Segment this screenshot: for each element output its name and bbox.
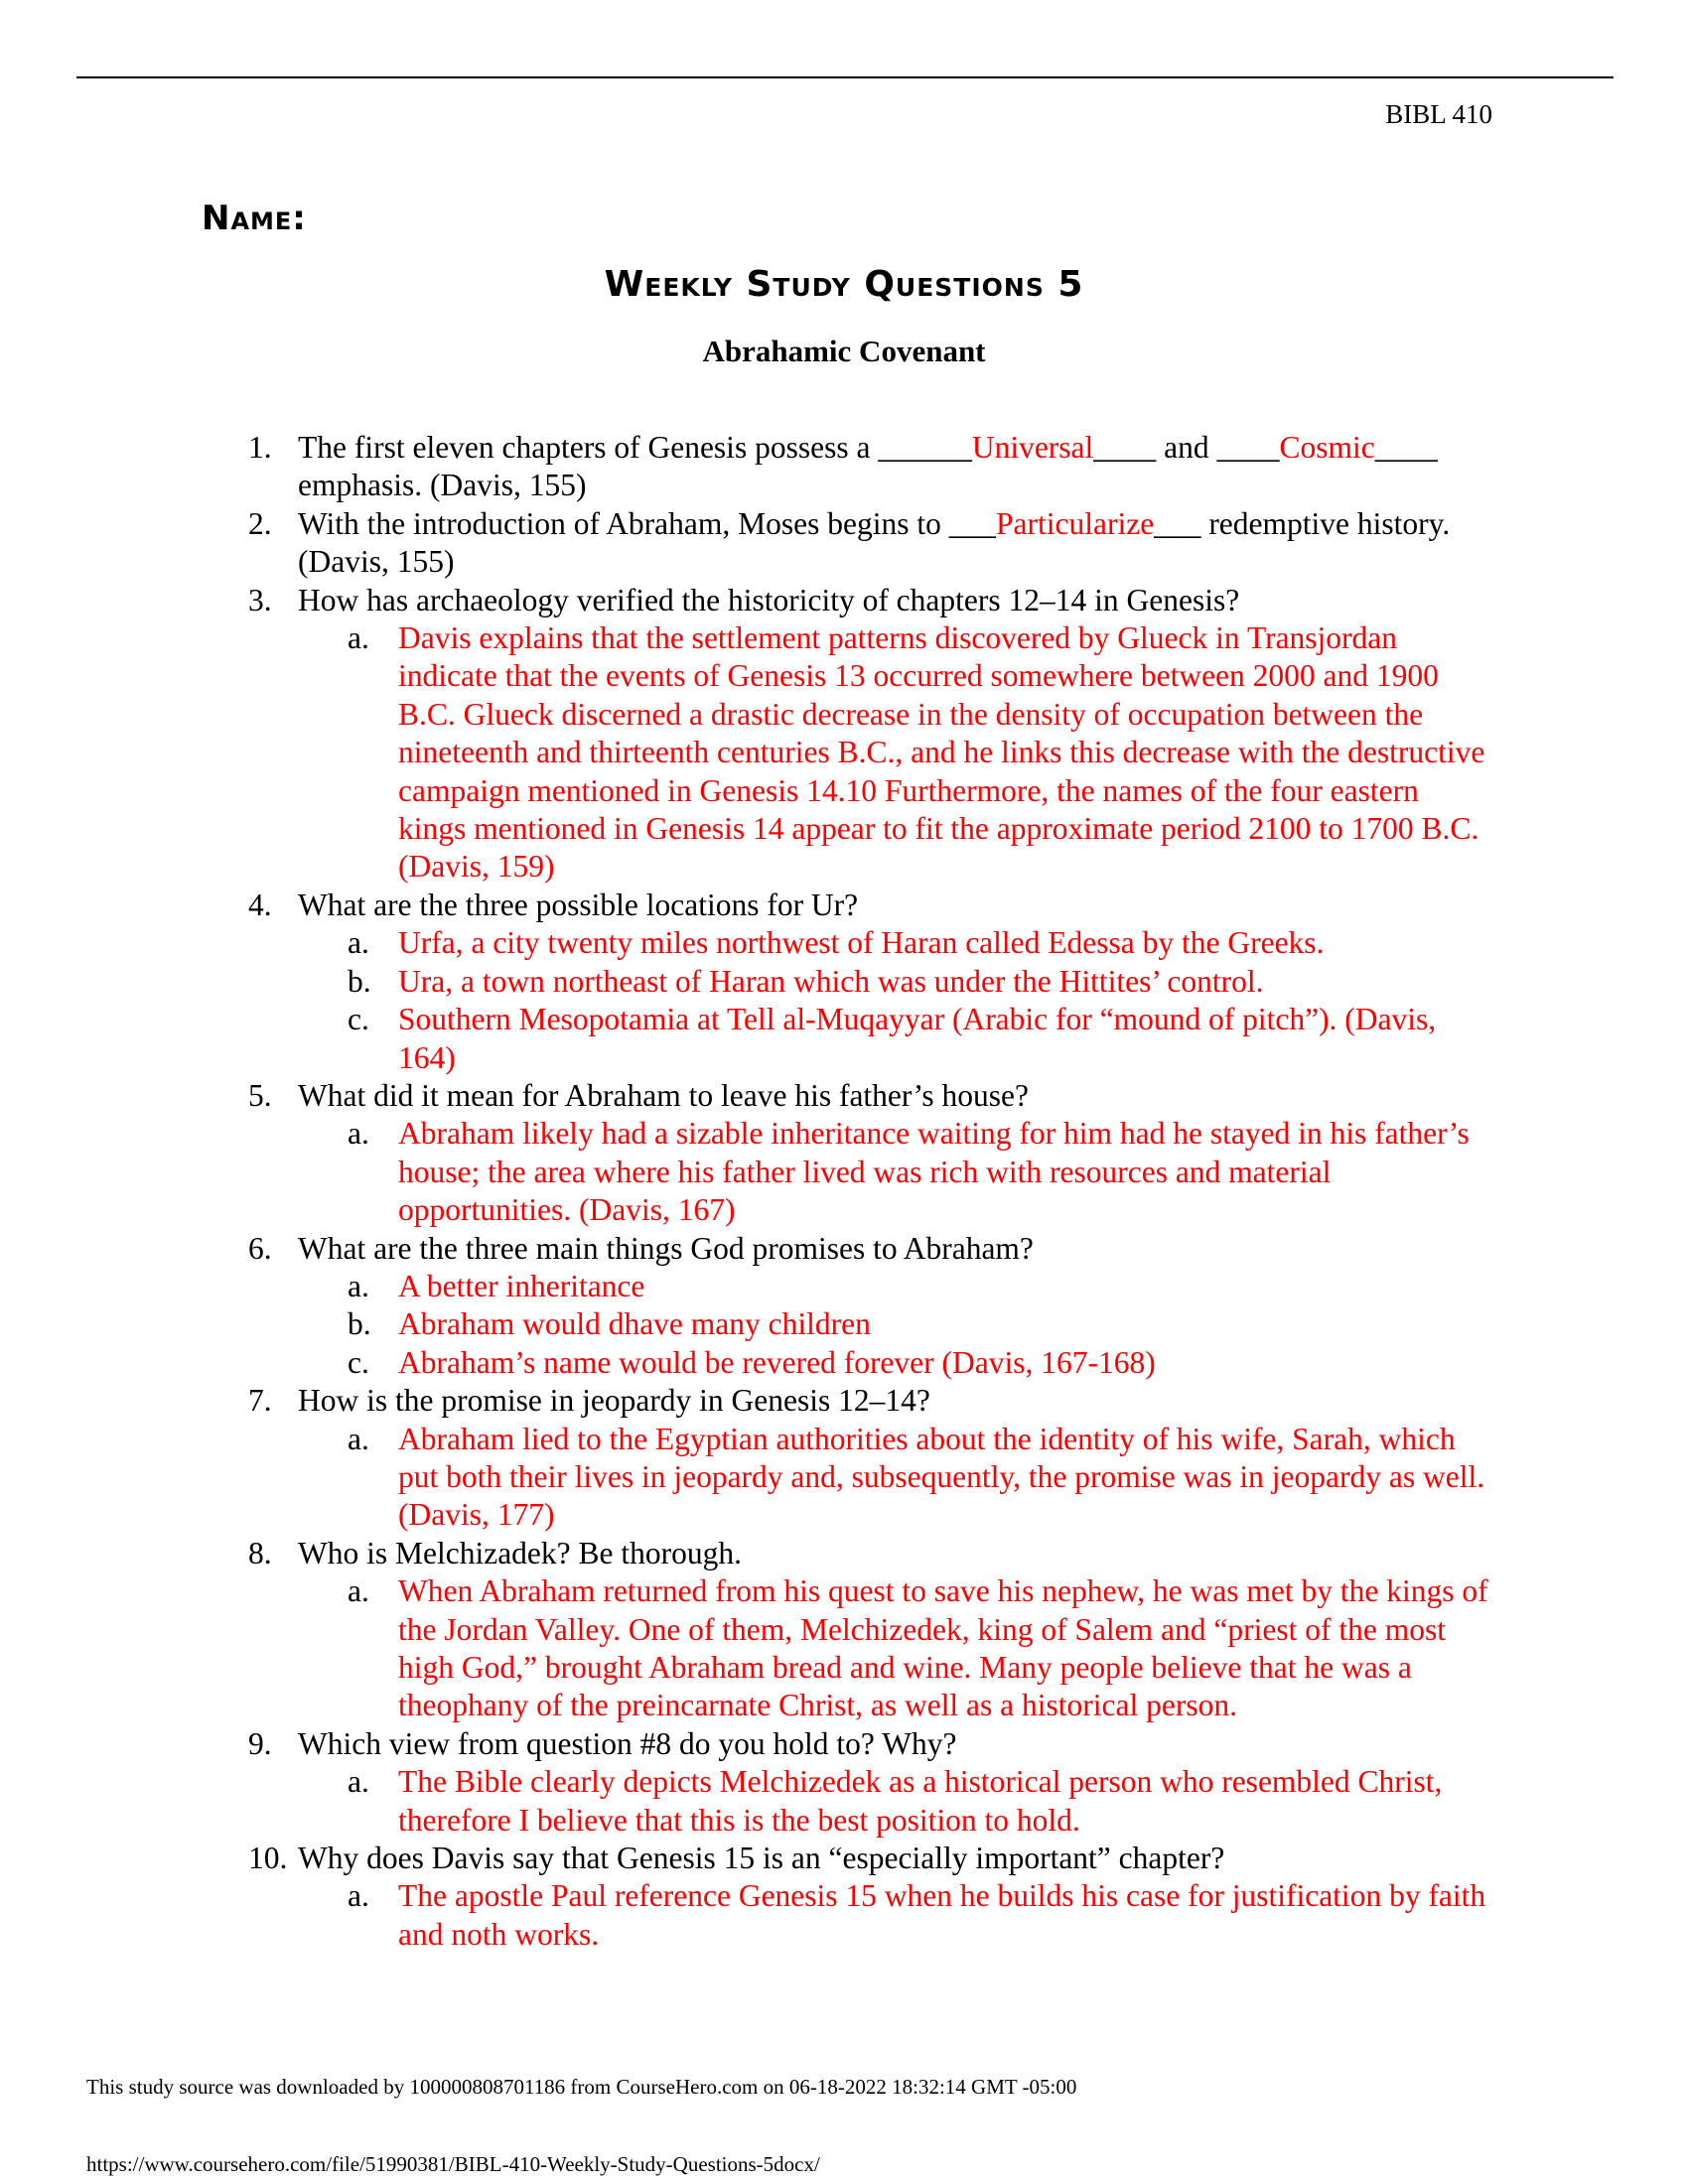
question-number: 9. [248, 1725, 272, 1761]
page-subtitle: Abrahamic Covenant [702, 334, 986, 368]
question-number: 2. [248, 505, 272, 541]
question-number: 3. [248, 582, 272, 617]
question-text: ____ emphasis. (Davis, 155) [298, 430, 1438, 503]
answer-letter: a. [348, 1764, 369, 1800]
question-text: How is the promise in jeopardy in Genesis 12–14? [298, 1383, 930, 1419]
question-4 [248, 887, 1489, 924]
name-label: Name: [202, 199, 307, 238]
question-text: ___ redemptive history. (Davis, 155) [298, 505, 1451, 580]
answer-item [248, 963, 1489, 1001]
answer-item [248, 1115, 1489, 1229]
question-text: With the introduction of Abraham, Moses begins to ___ [298, 505, 997, 541]
answer-blank: Universal [971, 430, 1094, 465]
answer-letter: a. [348, 620, 369, 656]
answer-letter: a. [348, 1116, 369, 1152]
answer-letter: a. [348, 1878, 369, 1914]
question-number: 8. [248, 1535, 272, 1570]
answer-text: Davis explains that the settlement patterns discovered by Glueck in Transjordan indicate that the events of Genesis 13 occurred somewhere between 2000 and 1900 B.C. Glueck discerned a drastic decrease in the density of occupation between the nineteenth and thirteenth centuries B.C., and he links this decrease with the destructive campaign mentioned in Genesis 14.10 Furthermore, the names of the four eastern kings mentioned in Genesis 14 appear to fit the approximate period 2100 to 1700 B.C. (Davis, 159) [398, 620, 1485, 885]
question-text: Why does Davis say that Genesis 15 is an “especially important” chapter? [298, 1841, 1225, 1876]
question-text: What did it mean for Abraham to leave his father’s house? [298, 1077, 1029, 1113]
course-code: BIBL 410 [1385, 99, 1492, 129]
question-10 [248, 1840, 1489, 1877]
answer-text: Abraham’s name would be revered forever (Davis, 167-168) [398, 1344, 1156, 1380]
question-3 [248, 582, 1489, 619]
question-8 [248, 1535, 1489, 1572]
question-text: How has archaeology verified the historicity of chapters 12–14 in Genesis? [298, 582, 1240, 617]
question-number: 7. [248, 1383, 272, 1419]
question-text: What are the three main things God promises to Abraham? [298, 1230, 1034, 1266]
question-text: ____ and ____ [1093, 430, 1280, 465]
question-text: Which view from question #8 do you hold to? Why? [298, 1725, 957, 1761]
answer-blank: Particularize [996, 505, 1155, 541]
answer-item [248, 1572, 1489, 1725]
answer-item [248, 1421, 1489, 1535]
question-6 [248, 1230, 1489, 1268]
answer-letter: a. [348, 925, 369, 961]
question-1 [248, 429, 1489, 505]
question-list [248, 429, 1489, 1954]
answer-item [248, 619, 1489, 887]
answer-text: Southern Mesopotamia at Tell al-Muqayyar (Arabic for “mound of pitch”). (Davis, 164) [398, 1002, 1437, 1075]
question-number: 5. [248, 1077, 272, 1113]
page-title: Weekly Study Questions 5 [604, 264, 1084, 305]
answer-item [248, 1268, 1489, 1305]
answer-text: Urfa, a city twenty miles northwest of Haran called Edessa by the Greeks. [398, 925, 1325, 961]
question-7 [248, 1382, 1489, 1420]
question-number: 6. [248, 1230, 272, 1266]
header-rule [76, 76, 1614, 78]
question-number: 4. [248, 887, 272, 922]
answer-item [248, 1877, 1489, 1954]
answer-text: Abraham likely had a sizable inheritance waiting for him had he stayed in his father’s house; the area where his father lived was rich with resources and material opportunities. (Davis, 167) [398, 1116, 1470, 1228]
answer-text: Ura, a town northeast of Haran which was under the Hittites’ control. [398, 963, 1264, 999]
answer-letter: a. [348, 1268, 369, 1303]
question-9 [248, 1725, 1489, 1763]
answer-item [248, 1763, 1489, 1840]
answer-item [248, 924, 1489, 962]
download-note: This study source was downloaded by 100000808701186 from CourseHero.com on 06-18-2022 18:32:14 GMT -05:00 [86, 2075, 1077, 2099]
answer-letter: b. [348, 1306, 371, 1342]
answer-item [248, 1344, 1489, 1382]
answer-letter: c. [348, 1002, 369, 1037]
answer-text: When Abraham returned from his quest to save his nephew, he was met by the kings of the Jordan Valley. One of them, Melchizedek, king of Salem and “priest of the most high God,” brought Abraham bread and wine. Many people believe that he was a theophany of the preincarnate Christ, as well as a historical person. [398, 1573, 1488, 1723]
question-2 [248, 505, 1489, 582]
answer-text: A better inheritance [398, 1268, 645, 1303]
question-number: 10. [248, 1841, 288, 1876]
source-url[interactable]: https://www.coursehero.com/file/51990381/BIBL-410-Weekly-Study-Questions-5docx/ [86, 2152, 820, 2176]
answer-text: Abraham would dhave many children [398, 1306, 871, 1342]
question-text: Who is Melchizadek? Be thorough. [298, 1535, 742, 1570]
answer-item [248, 1001, 1489, 1077]
answer-text: The Bible clearly depicts Melchizedek as a historical person who resembled Christ, therefore I believe that this is the best position to hold. [398, 1764, 1443, 1838]
answer-item [248, 1305, 1489, 1343]
question-5 [248, 1077, 1489, 1115]
question-number: 1. [248, 430, 272, 465]
answer-text: Abraham lied to the Egyptian authorities about the identity of his wife, Sarah, which put both their lives in jeopardy and, subsequently, the promise was in jeopardy as well. (Davis, 177) [398, 1421, 1485, 1533]
question-text: What are the three possible locations for Ur? [298, 887, 859, 922]
answer-letter: a. [348, 1421, 369, 1456]
answer-text: The apostle Paul reference Genesis 15 when he builds his case for justification by faith and noth works. [398, 1878, 1486, 1952]
question-text: The first eleven chapters of Genesis possess a ______ [298, 430, 972, 465]
answer-letter: a. [348, 1573, 369, 1609]
answer-blank: Cosmic [1279, 430, 1375, 465]
answer-letter: b. [348, 963, 371, 999]
answer-letter: c. [348, 1344, 369, 1380]
